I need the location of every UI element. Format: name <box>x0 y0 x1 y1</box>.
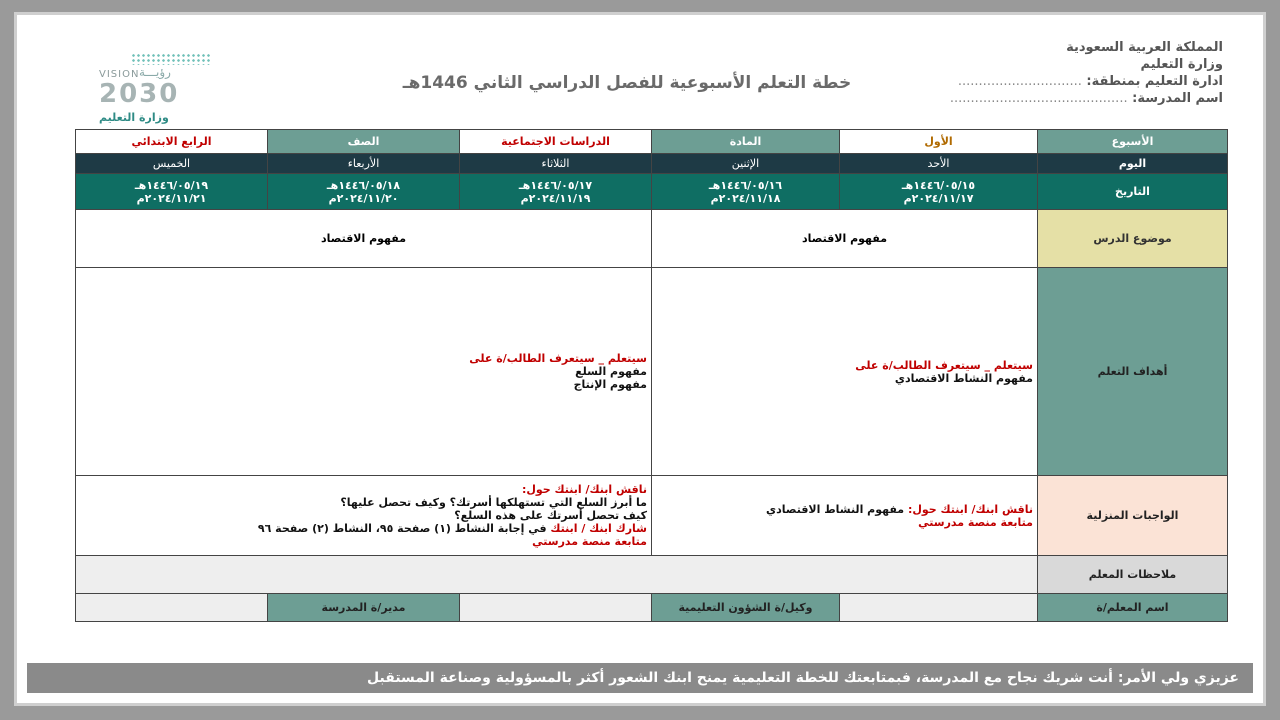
table-row <box>76 556 1228 594</box>
table-row <box>76 476 1228 556</box>
logo-year-text: 2030 <box>99 79 180 109</box>
table-row <box>76 594 1228 622</box>
kingdom-line: المملكة العربية السعودية <box>1066 40 1223 55</box>
date-cell: ١٤٤٦/٠٥/١٧هـ ٢٠٢٤/١١/١٩م <box>460 174 652 210</box>
hw-red-text: ناقش ابنك/ ابنتك حول: <box>907 502 1033 516</box>
goal-item: مفهوم الإنتاج <box>573 378 647 391</box>
principal-name-field[interactable] <box>76 594 268 622</box>
deputy-label: وكيل/ة الشؤون التعليمية <box>652 594 840 622</box>
table-row <box>76 154 1228 174</box>
ministry-block <box>950 39 1223 107</box>
logo-vision-ar-text: رؤيـــة <box>139 65 171 79</box>
week-value: الأول <box>840 130 1038 154</box>
goals-cell-1 <box>652 268 1038 476</box>
notes-field[interactable] <box>76 556 1038 594</box>
table-row <box>76 210 1228 268</box>
goals-intro: سيتعلم _ سيتعرف الطالب/ة على <box>855 358 1033 372</box>
hw-follow: متابعة منصة مدرستي <box>532 535 647 548</box>
hw-follow: متابعة منصة مدرستي <box>918 515 1033 529</box>
logo-dots-icon <box>131 53 211 65</box>
school-dots: ........................................... <box>949 91 1128 106</box>
hw-line: كيف تحصل أسرتك على هذه السلع؟ <box>454 509 647 522</box>
table-row <box>76 174 1228 210</box>
region-line <box>950 73 1223 90</box>
logo-vision-text: VISION <box>99 69 140 80</box>
date-cell: ١٤٤٦/٠٥/١٨هـ ٢٠٢٤/١١/٢٠م <box>268 174 460 210</box>
hw-red-text: ناقش ابنك/ ابنتك حول: <box>521 483 647 496</box>
teacher-label: اسم المعلم/ة <box>1038 594 1228 622</box>
weekly-plan-table <box>75 129 1228 622</box>
date-label: التاريخ <box>1038 174 1228 210</box>
topic-label: موضوع الدرس <box>1038 210 1228 268</box>
vision-2030-logo <box>87 51 217 123</box>
date-cell: ١٤٤٦/٠٥/١٥هـ ٢٠٢٤/١١/١٧م <box>840 174 1038 210</box>
goal-item: مفهوم السلع <box>575 365 647 378</box>
subject-value: الدراسات الاجتماعية <box>460 130 652 154</box>
plan-title: خطة التعلم الأسبوعية للفصل الدراسي الثاني 1446هـ <box>402 73 852 93</box>
goals-label: أهداف التعلم <box>1038 268 1228 476</box>
region-dots: .............................. <box>957 74 1082 89</box>
subject-label: المادة <box>652 130 840 154</box>
principal-label: مدير/ة المدرسة <box>268 594 460 622</box>
plan-page <box>14 12 1266 706</box>
goals-intro: سيتعلم _ سيتعرف الطالب/ة على <box>469 352 647 365</box>
hw-share-text: في إجابة النشاط (١) صفحة ٩٥، النشاط (٢) صفحة ٩٦ <box>257 522 551 535</box>
region-label: ادارة التعليم بمنطقة: <box>1081 74 1223 89</box>
table-row <box>76 268 1228 476</box>
day-5: الخميس <box>76 154 268 174</box>
header <box>17 15 1263 125</box>
day-label: اليوم <box>1038 154 1228 174</box>
parent-message-footer: عزيزي ولي الأمر: أنت شريك نجاح مع المدرسة، فبمتابعتك للخطة التعليمية يمنح ابنك الشعور أكثر بالمسؤولية وصناعة المستقبل <box>27 663 1253 693</box>
grade-label: الصف <box>268 130 460 154</box>
goal-item: مفهوم النشاط الاقتصادي <box>894 371 1033 385</box>
school-label: اسم المدرسة: <box>1127 91 1223 106</box>
grade-value: الرابع الابتدائي <box>76 130 268 154</box>
notes-label: ملاحظات المعلم <box>1038 556 1228 594</box>
hw-text: مفهوم النشاط الاقتصادي <box>766 502 908 516</box>
homework-cell-1 <box>652 476 1038 556</box>
deputy-name-field[interactable] <box>460 594 652 622</box>
date-cell: ١٤٤٦/٠٥/١٩هـ ٢٠٢٤/١١/٢١م <box>76 174 268 210</box>
homework-cell-2 <box>76 476 652 556</box>
day-2: الإثنين <box>652 154 840 174</box>
date-cell: ١٤٤٦/٠٥/١٦هـ ٢٠٢٤/١١/١٨م <box>652 174 840 210</box>
topic-cell-2: مفهوم الاقتصاد <box>76 210 652 268</box>
school-line <box>950 90 1223 107</box>
day-4: الأربعاء <box>268 154 460 174</box>
topic-cell-1: مفهوم الاقتصاد <box>652 210 1038 268</box>
goals-cell-2 <box>76 268 652 476</box>
day-1: الأحد <box>840 154 1038 174</box>
hw-share-red: شارك ابنك / ابنتك <box>550 522 647 535</box>
week-label: الأسبوع <box>1038 130 1228 154</box>
day-3: الثلاثاء <box>460 154 652 174</box>
table-row <box>76 130 1228 154</box>
ministry-line: وزارة التعليم <box>1140 57 1223 72</box>
hw-line: ما أبرز السلع التي تستهلكها أسرتك؟ وكيف تحصل عليها؟ <box>340 496 647 509</box>
logo-ministry-text: وزارة التعليم <box>99 111 169 124</box>
teacher-name-field[interactable] <box>840 594 1038 622</box>
homework-label: الواجبات المنزلية <box>1038 476 1228 556</box>
